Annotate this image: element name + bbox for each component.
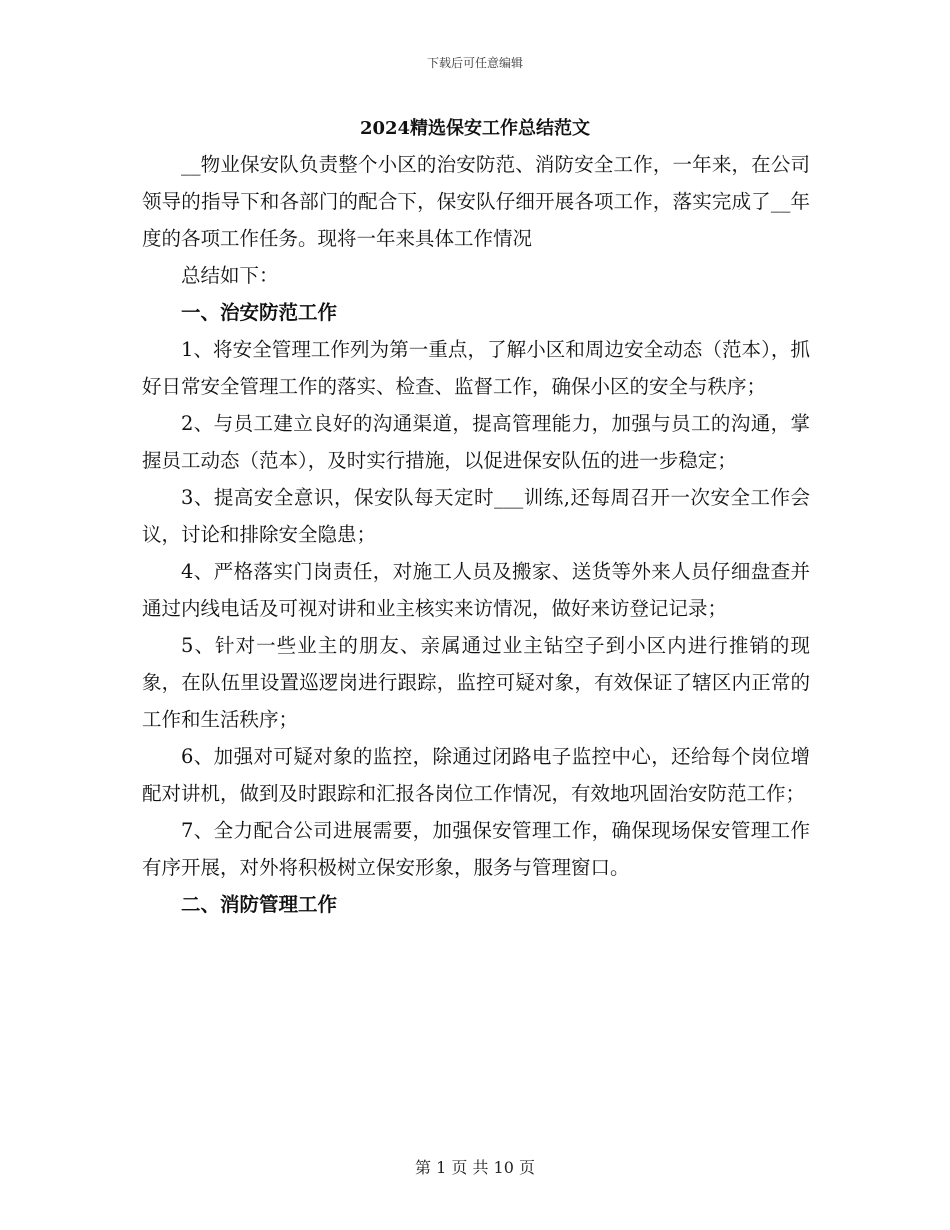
list-item-2: 2、与员工建立良好的沟通渠道，提高管理能力，加强与员工的沟通，掌握员工动态（范本），及时实行措施，以促进保安队伍的进一步稳定； — [142, 412, 810, 472]
list-item-7: 7、全力配合公司进展需要，加强保安管理工作，确保现场保安管理工作有序开展，对外将积极树立保安形象，服务与管理窗口。 — [142, 819, 810, 879]
section-heading-fire: 二、消防管理工作 — [181, 893, 338, 916]
section-heading-security: 一、治安防范工作 — [181, 301, 338, 324]
list-item-4: 4、严格落实门岗责任，对施工人员及搬家、送货等外来人员仔细盘查并通过内线电话及可视对讲和业主核实来访情况，做好来访登记记录； — [142, 560, 810, 620]
list-item-6: 6、加强对可疑对象的监控，除通过闭路电子监控中心，还给每个岗位增配对讲机，做到及时跟踪和汇报各岗位工作情况，有效地巩固治安防范工作； — [142, 745, 810, 805]
document-body — [142, 146, 810, 923]
header-note: 下载后可任意编辑 — [426, 56, 523, 70]
paragraph-summary-lead: 总结如下： — [181, 264, 279, 287]
list-item-1: 1、将安全管理工作列为第一重点，了解小区和周边安全动态（范本），抓好日常安全管理工作的落实、检查、监督工作，确保小区的安全与秩序； — [142, 338, 810, 398]
list-item-5: 5、针对一些业主的朋友、亲属通过业主钻空子到小区内进行推销的现象，在队伍里设置巡逻岗进行跟踪，监控可疑对象，有效保证了辖区内正常的工作和生活秩序； — [142, 634, 810, 731]
page-footer: 第 1 页 共 10 页 — [415, 1158, 535, 1177]
document-title: 2024精选保安工作总结范文 — [359, 118, 591, 139]
list-item-3: 3、提高安全意识，保安队每天定时___训练,还每周召开一次安全工作会议，讨论和排除安全隐患； — [142, 486, 810, 546]
paragraph-intro: __物业保安队负责整个小区的治安防范、消防安全工作，一年来，在公司领导的指导下和各部门的配合下，保安队仔细开展各项工作，落实完成了__年度的各项工作任务。现将一年来具体工作情况 — [142, 153, 810, 250]
